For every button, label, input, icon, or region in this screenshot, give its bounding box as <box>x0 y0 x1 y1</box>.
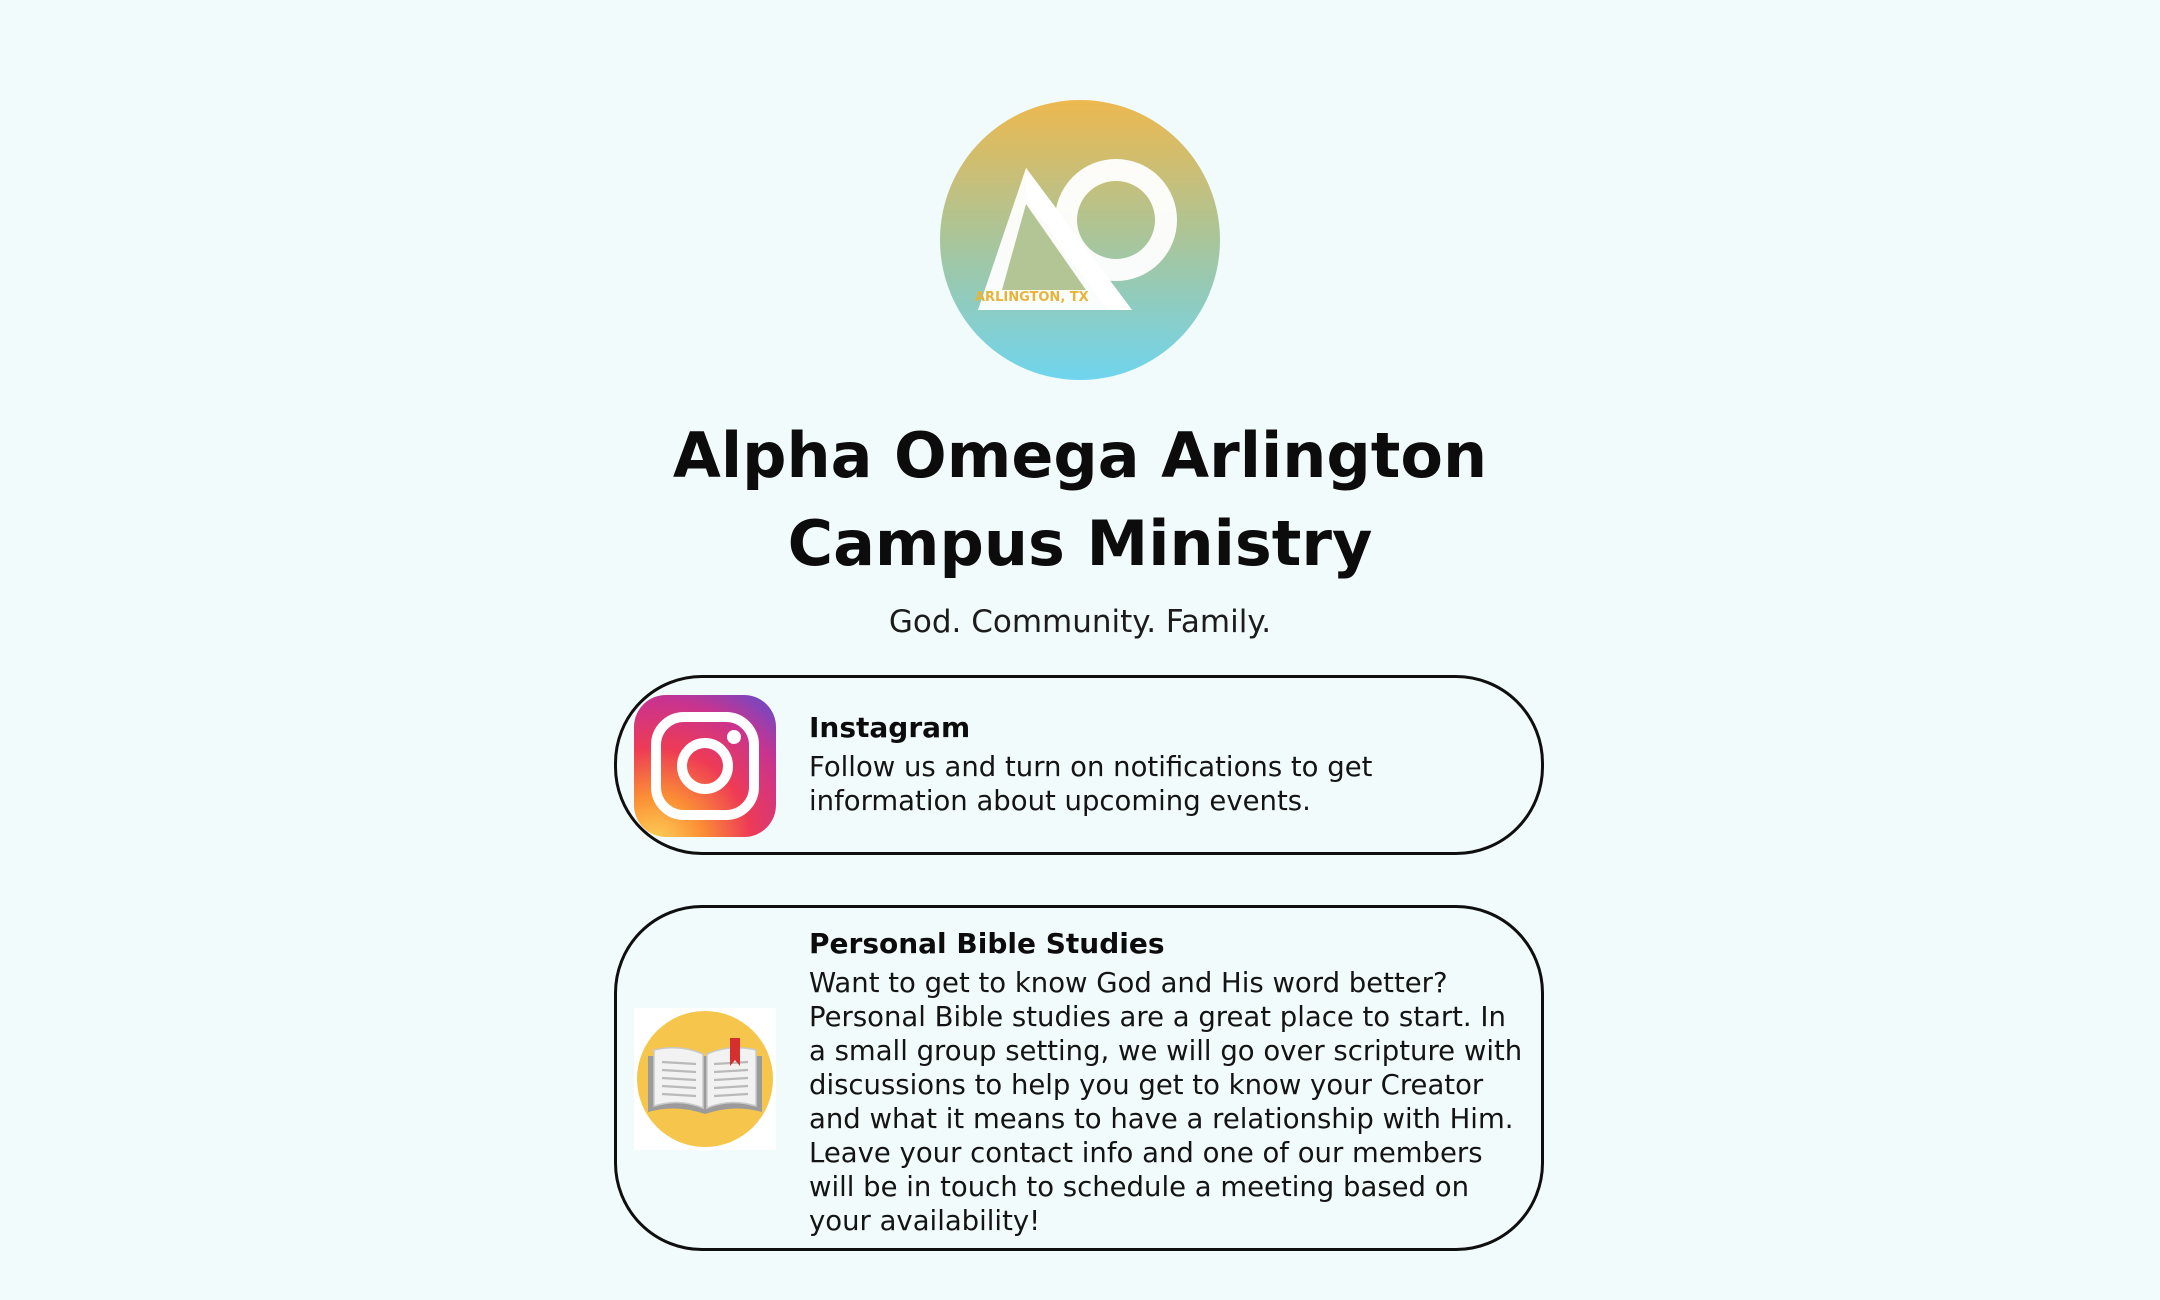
page-tagline: God. Community. Family. <box>888 604 1272 640</box>
avatar <box>940 100 1220 380</box>
bible-studies-link-text <box>809 924 1529 1238</box>
instagram-icon <box>634 695 776 837</box>
instagram-link-card[interactable] <box>614 675 1544 855</box>
open-book-icon <box>634 1008 776 1150</box>
link-description: Want to get to know God and His word better? Personal Bible studies are a great place to start. In a small group setting, we will go over scripture with discussions to help you get to know your Creator and what it means to have a relationship with Him. Leave your contact info and one of our members will be in touch to schedule a meeting based on your availability! <box>809 967 1523 1237</box>
alpha-omega-logo-icon <box>940 100 1220 380</box>
page-title: Alpha Omega Arlington Campus Ministry <box>672 419 1488 580</box>
bible-studies-link-card[interactable] <box>614 905 1544 1251</box>
link-title: Instagram <box>809 711 971 744</box>
logo-caption: ARLINGTON, TX <box>975 290 1089 305</box>
link-description: Follow us and turn on notifications to get information about upcoming events. <box>809 751 1373 817</box>
link-title: Personal Bible Studies <box>809 927 1165 960</box>
instagram-link-text <box>809 708 1529 818</box>
